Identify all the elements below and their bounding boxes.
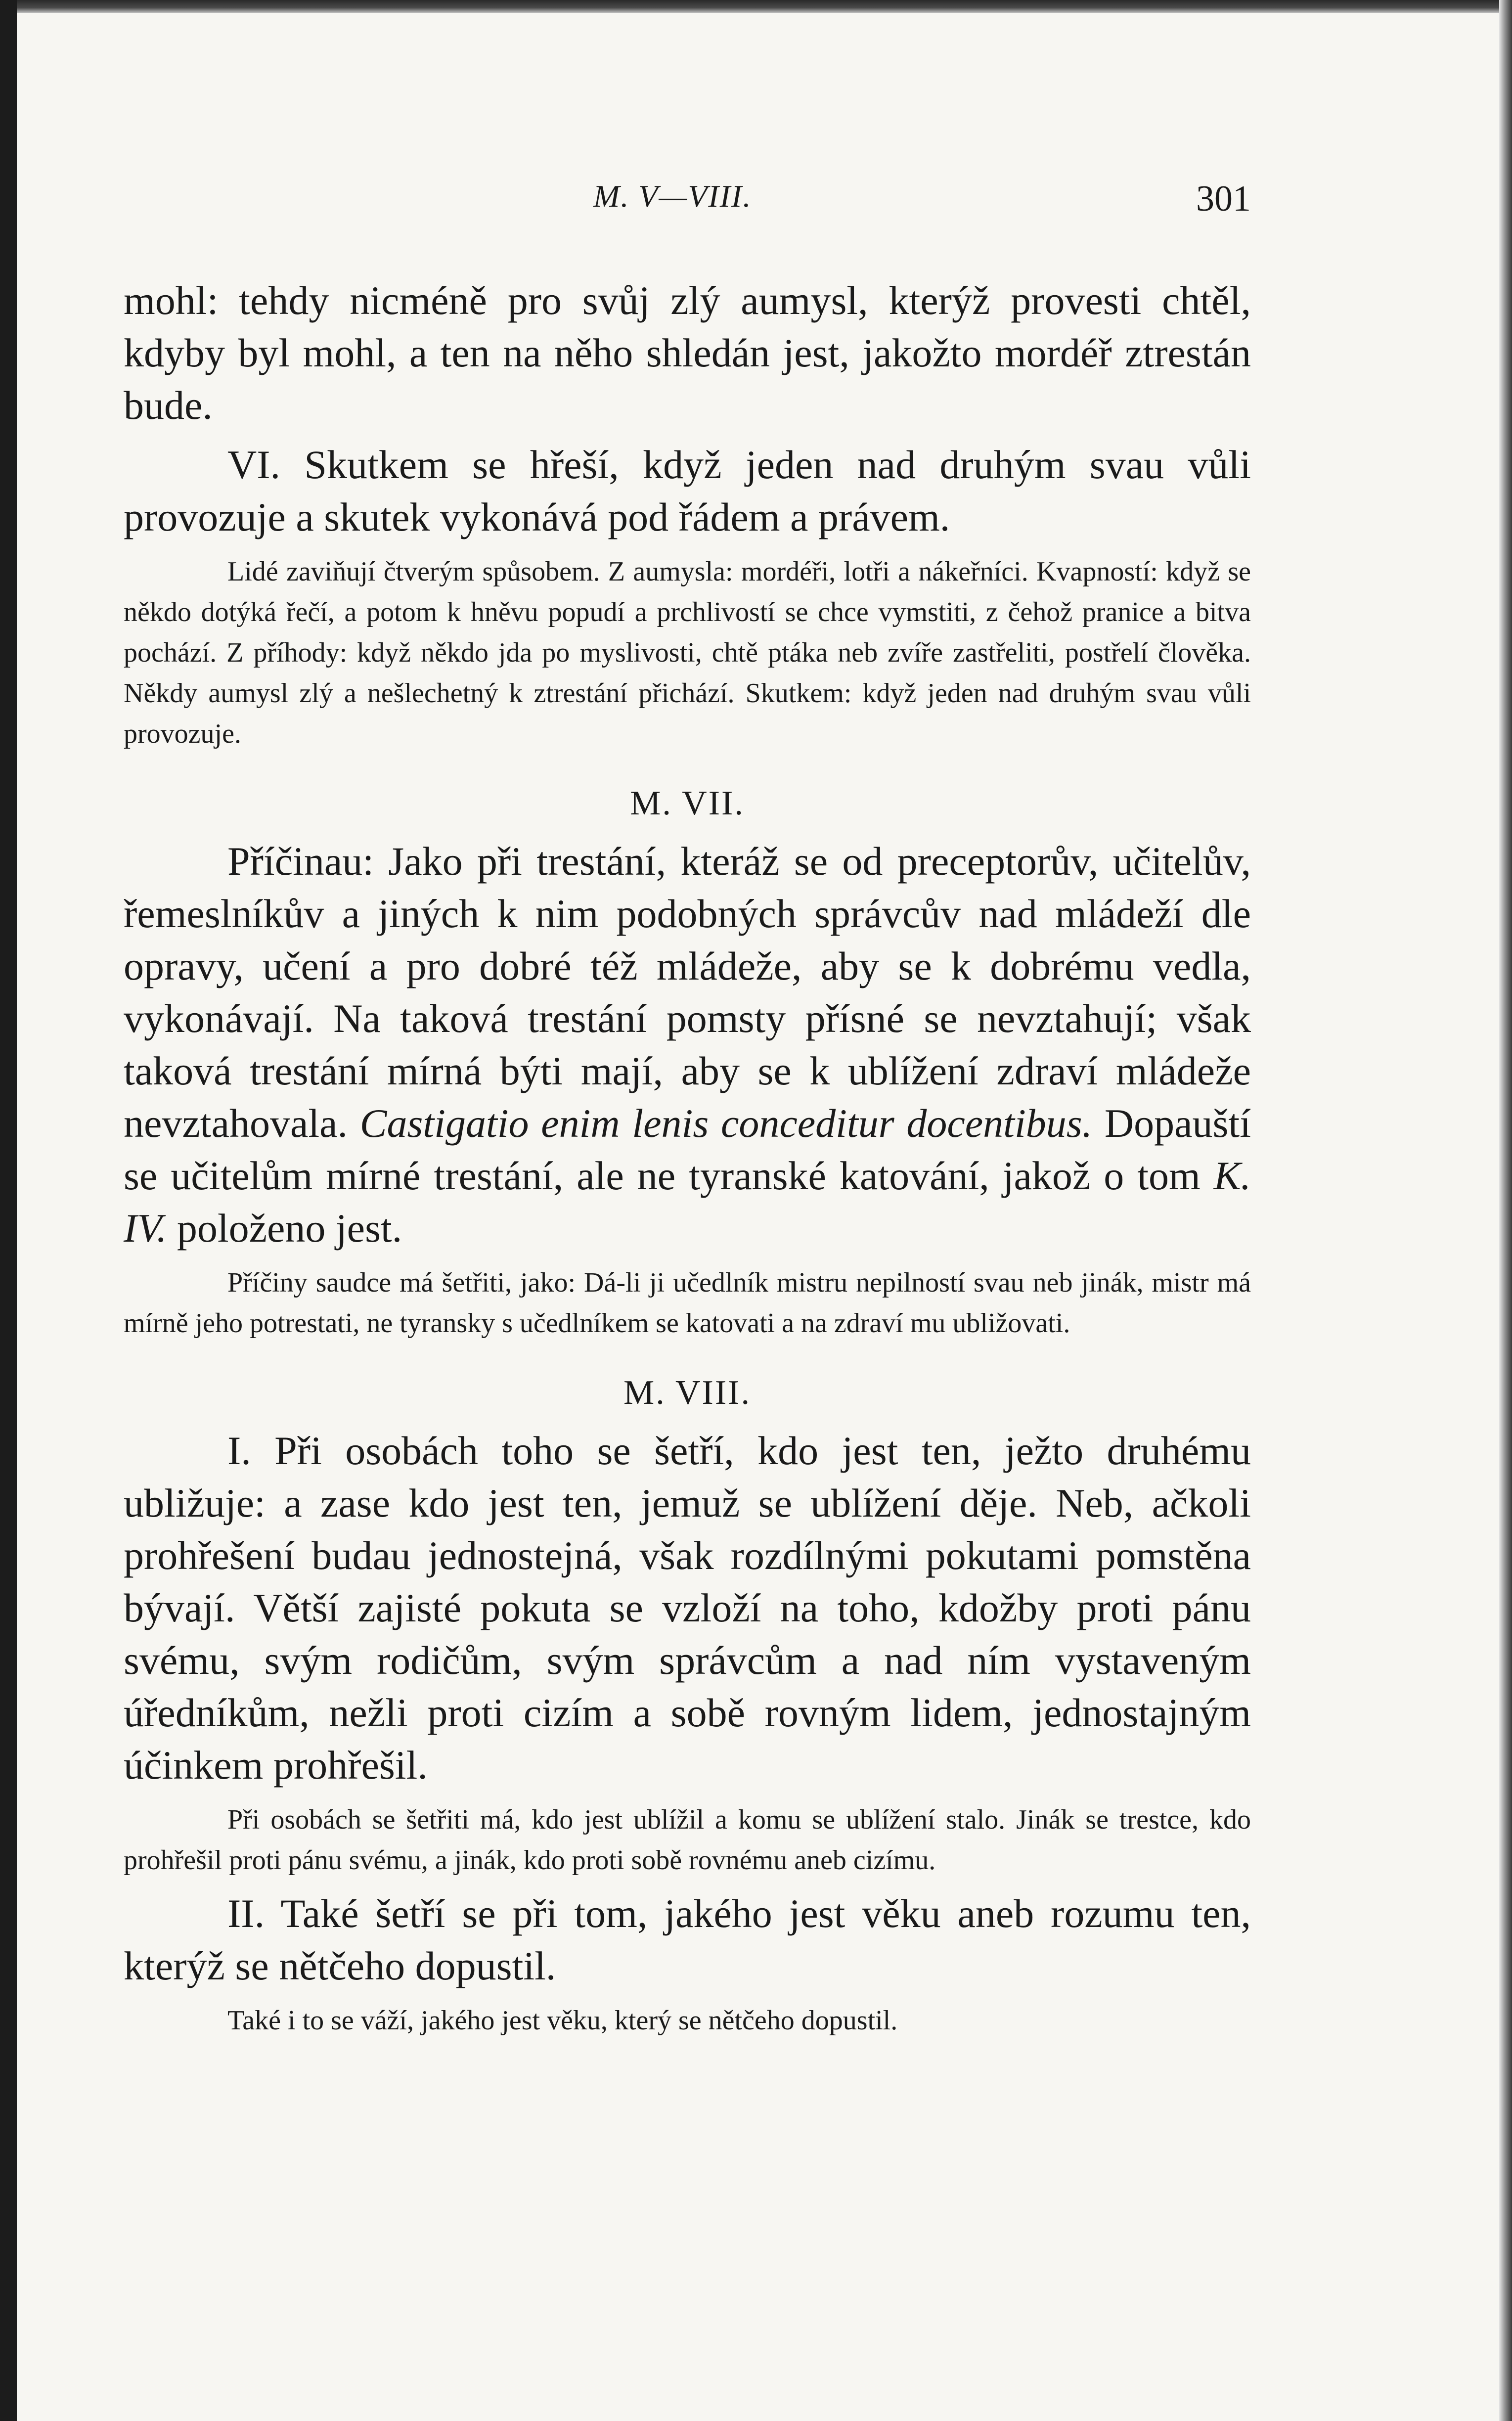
latin-quote: Castigatio enim lenis conceditur docentibus. xyxy=(359,1101,1093,1146)
note-paragraph-vi: Lidé zaviňují čtverým spůsobem. Z aumysla: mordéři, lotři a nákeřníci. Kvapností: když se někdo dotýká řečí, a potom k hněvu popudí a prchlivostí se chce vymstiti, z čehož pranice a bitva pochází. Z příhody: když někdo jda po myslivosti, chtě ptáka neb zvíře zastřeliti, postřelí člověka. Někdy aumysl zlý a nešlechetný k ztrestání přichází. Skutkem: když jeden nad druhým svau vůli provozuje. xyxy=(124,556,1251,749)
page-header xyxy=(124,178,1251,232)
section-heading-vii: M. VII. xyxy=(630,784,745,822)
page-number: 301 xyxy=(1196,179,1251,219)
scan-edge-left xyxy=(0,0,17,2421)
scan-edge-right xyxy=(1499,0,1512,2421)
note-paragraph-vii: Příčiny saudce má šetřiti, jako: Dá-li ji učedlník mistru nepilností svau neb jinák, mistr má mírně jeho potrestati, ne tyransky s učedlníkem se katovati a na zdraví mu ubližovati. xyxy=(124,1267,1251,1339)
note-paragraph-viii-ii: Také i to se váží, jakého jest věku, který se nětčeho dopustil. xyxy=(227,2005,898,2036)
paragraph-vii-text: Příčinau: Jako při trestání, kteráž se od preceptorův, učitelův, řemeslníkův a jiných k nim podobných správcův nad mládeží dle opravy, učení a pro dobré též mládeže, aby se k dobrému vedla, vykonávají. Na taková trestání pomsty přísné se nevztahují; však taková trestání mírná býti mají, aby se k ublížení zdraví mládeže nevztahovala. xyxy=(124,839,1251,1146)
paragraph-vii-text-2: Dopauští se učitelům mírné trestání, ale ne tyranské katování, jakož o tom xyxy=(124,1101,1251,1198)
section-heading-viii: M. VIII. xyxy=(623,1374,751,1412)
cross-reference: K. IV. xyxy=(124,1153,1251,1251)
scan-edge-top xyxy=(0,0,1512,13)
note-paragraph-viii-i: Při osobách se šetřiti má, kdo jest ublížil a komu se ublížení stalo. Jinák se trestce, kdo prohřešil proti pánu svému, a jinák, kdo proti sobě rovnému aneb cizímu. xyxy=(124,1804,1251,1876)
running-head: M. V—VIII. xyxy=(593,179,752,214)
paragraph-vi: VI. Skutkem se hřeší, když jeden nad druhým svau vůli provozuje a skutek vykonává pod řádem a právem. xyxy=(124,442,1251,539)
paragraph-viii-i: I. Při osobách toho se šetří, kdo jest ten, ježto druhému ubližuje: a zase kdo jest ten, jemuž se ublížení děje. Neb, ačkoli prohřešení budau jednostejná, však rozdílnými pokutami pomstěna bývají. Větší zajisté pokuta se vzloží na toho, kdožby proti pánu svému, svým rodičům, svým správcům a nad ním vystaveným úředníkům, nežli proti cizím a sobě rovným lidem, jednostajným účinkem prohřešil. xyxy=(124,1428,1251,1788)
paragraph-vii xyxy=(124,835,1251,1255)
paragraph-continuation: mohl: tehdy nicméně pro svůj zlý aumysl, kterýž provesti chtěl, kdyby byl mohl, a ten na něho shledán jest, jakožto mordéř ztrestán bude. xyxy=(124,278,1251,428)
page-body xyxy=(124,274,1251,2041)
paragraph-viii-ii: II. Také šetří se při tom, jakého jest věku aneb rozumu ten, kterýž se nětčeho dopustil. xyxy=(124,1891,1251,1988)
paragraph-vii-text-3: položeno jest. xyxy=(167,1206,402,1251)
